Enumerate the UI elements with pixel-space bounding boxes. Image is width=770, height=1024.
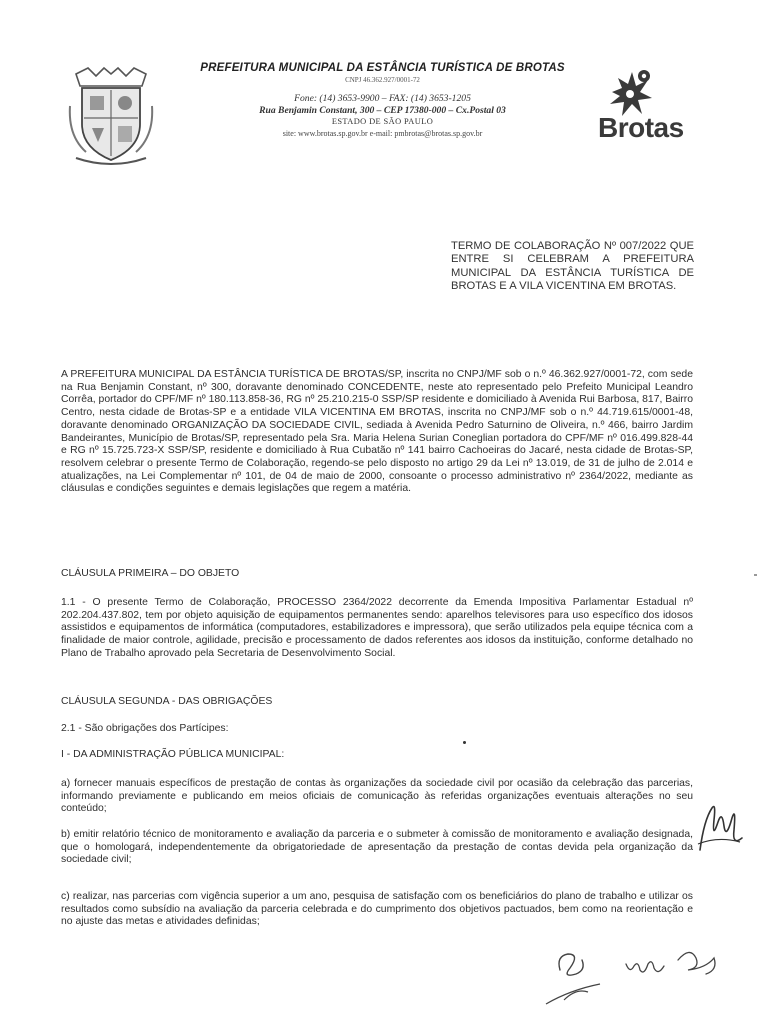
letterhead-title: PREFEITURA MUNICIPAL DA ESTÂNCIA TURÍSTICA DE BROTAS: [200, 62, 565, 74]
letterhead-site: site: www.brotas.sp.gov.br e-mail: pmbrotas@brotas.sp.gov.br: [282, 129, 483, 138]
clause-2-1-paragraph: 2.1 - São obrigações dos Partícipes:: [61, 723, 229, 734]
intro-paragraph: A PREFEITURA MUNICIPAL DA ESTÂNCIA TURÍSTICA DE BROTAS/SP, inscrita no CNPJ/MF sob o n.º 46.362.927/0001-72, com sede na Rua Benjamin Constant, nº 300, doravante denominado CONCEDENTE, neste ato representado pelo Prefeito Municipal Leandro Corrêa, portador do CPF/MF nº 180.113.858-36, RG nº 25.210.215-0 SSP/SP residente e domiciliado à Avenida Rui Barbosa, 817, Bairro Centro, nesta cidade de Brotas-SP e a entidade VILA VICENTINA EM BROTAS, inscrita no CNPJ/MF sob o n.º 44.719.615/0001-48, doravante denominado ORGANIZAÇÃO DA SOCIEDADE CIVIL, sediada à Avenida Pedro Saturnino de Oliveira, n.º 466, bairro Jardim Bandeirantes, Município de Brotas/SP, representado pela Sra. Maria Helena Surian Coneglian portadora do CPF/MF nº 016.499.828-44 e RG nº 15.725.723-X SSP/SP, residente e domiciliado à Rua Cubatão nº 141 bairro Cachoeiras do Jacaré, nesta cidade de Brotas-SP, resolvem celebrar o presente Termo de Colaboração, regendo-se pelo disposto no artigo 29 da Lei nº 13.019, de 31 de julho de 2.014 e atualizações, na Lei Complementar nº 101, de 04 de maio de 2000, consoante o processo administrativo nº 2364/2022, mediante as cláusulas e condições seguintes e demais legislações que regem a matéria.: [61, 369, 693, 495]
clause-1-heading: CLÁUSULA PRIMEIRA – DO OBJETO: [61, 568, 240, 579]
brotas-logo-text: Brotas: [598, 112, 684, 143]
initials-signature-icon: [694, 800, 746, 856]
letterhead-cnpj: CNPJ 46.362.927/0001-72: [345, 76, 420, 84]
scan-dot: [463, 741, 466, 744]
term-title: TERMO DE COLABORAÇÃO Nº 007/2022 QUE ENTRE SI CELEBRAM A PREFEITURA MUNICIPAL DA ESTÂNCIA TURÍSTICA DE BROTAS E A VILA VICENTINA EM BROTAS.: [451, 240, 694, 293]
scan-speck: [754, 574, 757, 576]
item-c-paragraph: c) realizar, nas parcerias com vigência superior a um ano, pesquisa de satisfação com os beneficiários do plano de trabalho e utilizar os resultados como subsídio na avaliação da parceria celebrada e do cumprimento dos objetivos pactuados, bem como na reorientação e no ajuste das metas e atividades definidas;: [61, 891, 693, 928]
letterhead-phone: Fone: (14) 3653-9900 – FAX: (14) 3653-1205: [294, 93, 471, 104]
letterhead-address: Rua Benjamin Constant, 300 – CEP 17380-000 – Cx.Postal 03: [259, 105, 506, 116]
item-a-paragraph: a) fornecer manuais específicos de prestação de contas às organizações da sociedade civil por ocasião da celebração das parcerias, informando previamente e publicando em meios oficiais de comunicação às referidas organizações eventuais alterações no seu conteúdo;: [61, 778, 693, 815]
coat-of-arms-icon: [66, 66, 156, 166]
letterhead-state: ESTADO DE SÃO PAULO: [331, 117, 434, 126]
item-b-paragraph: b) emitir relatório técnico de monitoramento e avaliação da parceria e o submeter à comissão de monitoramento e avaliação designada, que o homologará, independentemente da obrigatoriedade de apresentação da prestação de contas devida pela organização da sociedade civil;: [61, 829, 693, 866]
clause-1-paragraph: 1.1 - O presente Termo de Colaboração, PROCESSO 2364/2022 decorrente da Emenda Impositiva Parlamentar Estadual nº 202.204.437.802, tem por objeto aquisição de equipamentos permanentes sendo: aparelhos televisores para uso específico dos idosos assistidos e equipamentos de informática (computadores, estabilizadores e impressora), que serão utilizados pela equipe técnica com a finalidade de maior controle, agilidade, precisão e processamento de dados referentes aos idosos da instituição, conforme detalhado no Plano de Trabalho aprovado pela Secretaria de Desenvolvimento Social.: [61, 597, 693, 659]
letterhead: [190, 62, 575, 138]
section-i-heading: I - DA ADMINISTRAÇÃO PÚBLICA MUNICIPAL:: [61, 749, 285, 760]
bottom-signatures-icon: [530, 940, 730, 1010]
clause-2-heading: CLÁUSULA SEGUNDA - DAS OBRIGAÇÕES: [61, 696, 273, 707]
